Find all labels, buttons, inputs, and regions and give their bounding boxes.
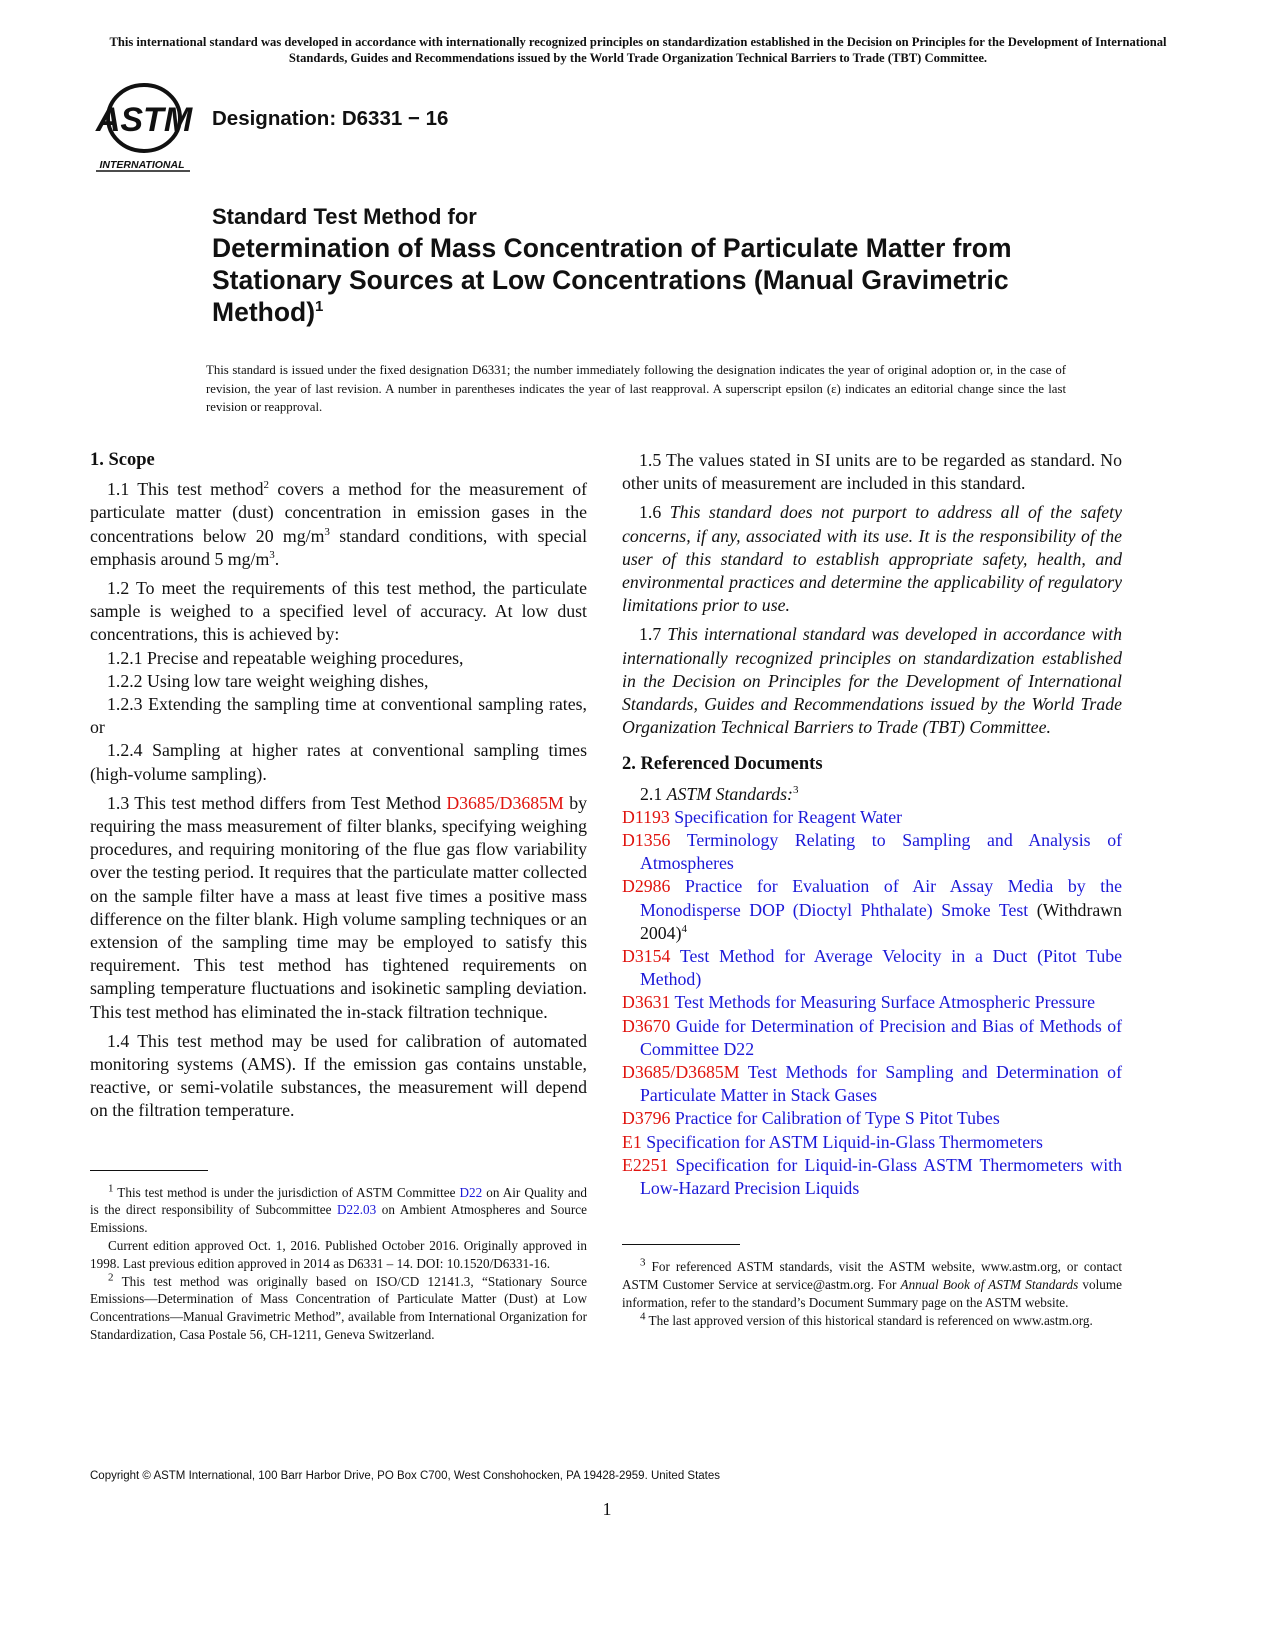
footnote-1-a: This test method is under the jurisdiction of ASTM Committee [113,1184,460,1200]
title-footnote-sup: 1 [315,298,324,316]
footnote-3-ital: Annual Book of ASTM Standards [900,1277,1079,1293]
footnote-4-ref: 4 [681,922,687,935]
reference-code-link[interactable]: D3796 [622,1108,671,1129]
reference-code-link[interactable]: D3154 [622,946,671,967]
logo-text: ASTM [95,101,193,139]
link-d22-03[interactable]: D22.03 [337,1202,377,1218]
astm-logo [92,80,202,180]
para-1-3-b: by requiring the mass measurement of filter blanks, specifying weighing procedures, and requiring monitoring of the flue gas flow variability over the testing period. It requires that the particulate matter collected on the sample filter have a mass at least five times a positive mass difference on the filter blank. High volume sampling techniques or an extension of the sampling time may be employed to satisfy this requirement. This test method has tightened requirements on sampling temperature fluctuations and isokinetic sampling deviation. This test method has eliminated the in-stack filtration technique. [90,792,587,1022]
footnote-2 [90,1273,587,1344]
para-1-3-a: 1.3 This test method differs from Test Method [107,792,447,813]
footnote-1 [90,1184,587,1237]
reference-code-link[interactable]: D2986 [622,876,671,897]
reference-code-link[interactable]: D1193 [622,806,670,827]
issue-note: This standard is issued under the fixed designation D6331; the number immediately following the designation indicates the year of original adoption or, in the case of revision, the year of last revision. A number in parentheses indicates the year of last reapproval. A superscript epsilon (ε) indicates an editorial change since the last revision or reapproval. [206,363,1066,414]
footnote-1-c: on Ambient Atmospheres and Source Emissions. [90,1202,587,1236]
reference-item [622,806,1122,829]
footnote-3-a: For referenced ASTM standards, visit the ASTM website, www.astm.org, or contact ASTM Customer Service at service@astm.org. For [622,1259,1122,1293]
reference-title-link[interactable]: Guide for Determination of Precision and Bias of Methods of Committee D22 [640,1015,1123,1059]
reference-code-link[interactable]: D3670 [622,1015,671,1036]
reference-title-link[interactable]: Specification for Liquid-in-Glass ASTM Thermometers with Low-Hazard Precision Liquids [640,1154,1122,1199]
footnote-2-ref: 2 [263,479,270,492]
copyright: Copyright © ASTM International, 100 Barr Harbor Drive, PO Box C700, West Conshohocken, PA 19428-2959. United States [90,1470,721,1482]
reference-title-link[interactable]: Practice for Calibration of Type S Pitot Tubes [674,1108,1000,1129]
reference-code-link[interactable]: E2251 [622,1154,669,1175]
astm-standards-label [622,783,1122,806]
reference-title-link[interactable]: Terminology Relating to Sampling and Analysis of Atmospheres [640,830,1123,874]
reference-item [622,829,1122,875]
reference-title-link[interactable]: Practice for Evaluation of Air Assay Media by the Monodisperse DOP (Dioctyl Phthalate) Smoke Test [640,876,1122,920]
reference-title-link[interactable]: Test Method for Average Velocity in a Duct (Pitot Tube Method) [640,946,1123,990]
reference-item [622,1015,1122,1061]
page-title [212,232,1072,328]
section-1-heading: 1. Scope [90,450,155,470]
para-1-7 [622,623,1122,739]
title-pre: Standard Test Method for [212,204,477,229]
reference-item [622,1061,1122,1107]
link-d22[interactable]: D22 [459,1184,483,1200]
reference-code-link[interactable]: E1 [622,1131,642,1152]
footnote-3 [622,1258,1122,1311]
para-1-2-2: 1.2.2 Using low tare weight weighing dishes, [107,670,429,691]
footnote-1-sup: 1 [108,1182,114,1195]
reference-item [622,945,1122,991]
footnote-1-edition: Current edition approved Oct. 1, 2016. Published October 2016. Originally approved in 1998. Last previous edition approved in 2014 as D6331 – 14. DOI: 10.1520/D6331-16. [90,1238,587,1271]
reference-code-link[interactable]: D3631 [622,992,671,1013]
footnote-3-sup: 3 [640,1256,646,1269]
reference-item [622,875,1122,945]
ref-link-d3685[interactable]: D3685/D3685M [446,792,564,813]
reference-list [622,806,1122,1200]
footnote-2-sup: 2 [108,1271,114,1284]
footnotes-right [622,1258,1122,1329]
para-1-4: 1.4 This test method may be used for calibration of automated monitoring systems (AMS). If the emission gas contains unstable, reactive, or semi-volatile substances, the measurement will depend on the filtration temperature. [90,1030,587,1121]
reference-title-link[interactable]: Test Methods for Sampling and Determination of Particulate Matter in Stack Gases [640,1062,1122,1106]
para-1-1 [90,478,587,571]
footnotes-left [90,1184,587,1344]
reference-title-link[interactable]: Test Methods for Measuring Surface Atmospheric Pressure [674,992,1096,1013]
footnote-4-sup: 4 [640,1310,646,1323]
para-1-7-text: This international standard was developed in accordance with internationally recognized principles on standardization established in the Decision on Principles for the Development of International Standards, Guides and Recommendations issued by the World Trade Organization Technical Barriers to Trade (TBT) Committee. [622,624,1123,738]
para-1-7-num: 1.7 [639,624,668,645]
para-1-1-sup3: 3 [269,548,275,561]
footnote-4-text: The last approved version of this historical standard is referenced on www.astm.org. [645,1312,1093,1328]
reference-code-link[interactable]: D1356 [622,830,671,851]
reference-title-link[interactable]: Specification for Reagent Water [674,806,903,827]
reference-code-link[interactable]: D3685/D3685M [622,1062,740,1083]
para-1-1-c: standard conditions, with special emphasis around 5 mg/m [90,525,588,569]
para-1-1-b: covers a method for the measurement of particulate matter (dust) concentration in emission gases in the concentrations below 20 mg/m [90,479,588,546]
logo-subtitle: INTERNATIONAL [99,159,185,171]
reference-item [622,1107,1122,1130]
reference-item [622,991,1122,1014]
para-1-6-num: 1.6 [639,502,670,523]
footnote-divider [90,1170,208,1171]
left-column [90,449,587,1344]
reference-item [622,1154,1122,1200]
footnote-4 [622,1312,1122,1330]
para-1-2-3: 1.2.3 Extending the sampling time at conventional sampling rates, or [90,694,587,738]
para-1-1-d: . [274,548,280,569]
para-1-2: 1.2 To meet the requirements of this test method, the particulate sample is weighed to a specified level of accuracy. At low dust concentrations, this is achieved by: [90,578,587,645]
reference-withdrawn-note: (Withdrawn 2004) [640,899,1122,943]
para-1-1-sup2: 3 [324,525,330,538]
para-1-1-a: 1.1 This test method [107,479,264,500]
reference-item [622,1131,1122,1154]
footnote-1-b: on Air Quality and is the direct responsibility of Subcommittee [90,1184,587,1218]
para-1-6-text: This standard does not purport to address all of the safety concerns, if any, associated with its use. It is the responsibility of the user of this standard to establish appropriate safety, health, and environmental practices and determine the applicability of regulatory limitations prior to use. [622,502,1123,616]
astm-standards-text: ASTM Standards: [666,783,793,804]
intl-standard-notice: This international standard was developed in accordance with internationally recognized principles on standardization established in the Decision on Principles for the Development of International Standards, Guides and Recommendations issued by the World Trade Organization Technical Barriers to Trade (TBT) Committee. [109,35,1167,65]
astm-standards-num: 2.1 [640,783,667,804]
title-block [212,202,1072,328]
para-1-2-4: 1.2.4 Sampling at higher rates at conventional sampling times (high-volume sampling). [90,740,587,784]
footnote-divider-right [622,1244,740,1245]
para-1-2-1: 1.2.1 Precise and repeatable weighing procedures, [107,647,464,668]
page-number: 1 [602,1499,612,1519]
title-main-text: Determination of Mass Concentration of Particulate Matter from Stationary Sources at Low Concentrations (Manual Gravimetric Method) [212,233,1012,327]
para-1-5: 1.5 The values stated in SI units are to be regarded as standard. No other units of measurement are included in this standard. [622,450,1122,494]
para-1-3 [90,792,587,1024]
designation: Designation: D6331 − 16 [212,107,449,130]
reference-title-link[interactable]: Specification for ASTM Liquid-in-Glass Thermometers [646,1131,1043,1152]
section-2-heading: 2. Referenced Documents [622,754,823,775]
footnote-3-ref: 3 [792,783,799,796]
para-1-6 [622,501,1122,617]
astm-logo-icon [92,80,202,180]
footnote-2-text: This test method was originally based on ISO/CD 12141.3, “Stationary Source Emissions—Determination of Mass Concentration of Particulate Matter (Dust) at Low Concentrations—Manual Gravimetric Method”, available from International Organization for Standardization, Casa Postale 56, CH-1211, Geneva Switzerland. [90,1273,587,1343]
right-column [622,449,1122,1329]
footnote-3-b: volume information, refer to the standard’s Document Summary page on the ASTM website. [622,1277,1122,1310]
